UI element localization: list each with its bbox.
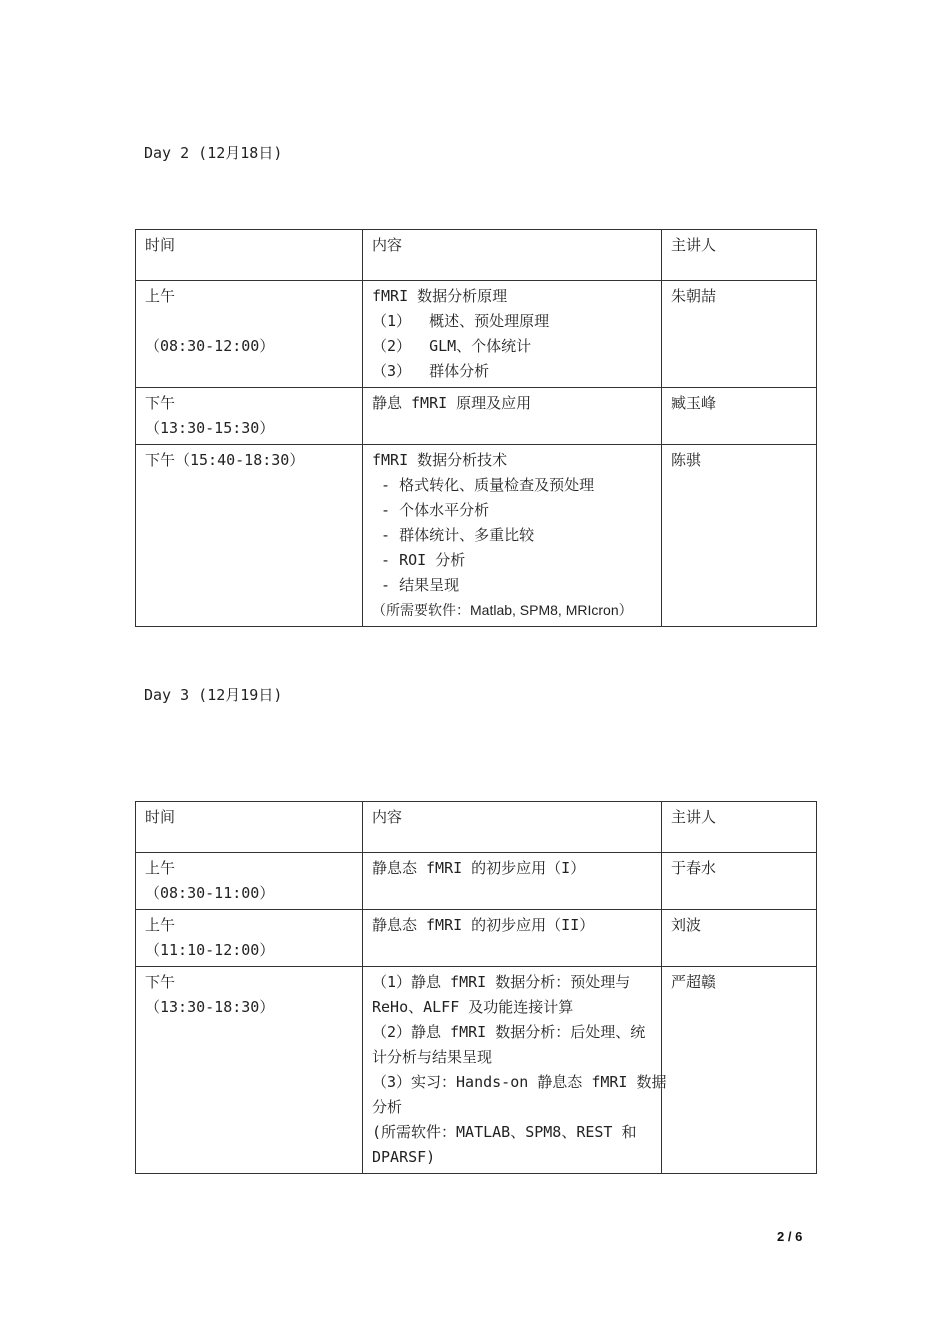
table-header-row: [136, 802, 817, 853]
header-speaker-label: 主讲人: [671, 236, 717, 254]
speaker-name: 臧玉峰: [671, 394, 717, 412]
content-line: fMRI 数据分析原理: [372, 287, 508, 305]
speaker-name: 陈骐: [671, 451, 702, 469]
content-line: - 格式转化、质量检查及预处理: [372, 476, 595, 494]
header-time: [136, 802, 363, 853]
content-cell: [363, 910, 662, 967]
header-time-label: 时间: [145, 236, 176, 254]
speaker-name: 于春水: [671, 859, 717, 877]
content-line: - 结果呈现: [372, 576, 460, 594]
table-row: [136, 853, 817, 910]
content-line: - 个体水平分析: [372, 501, 490, 519]
speaker-name: 朱朝喆: [671, 287, 717, 305]
time-line: （08:30-12:00）: [145, 337, 275, 355]
time-line: 下午: [145, 394, 176, 412]
time-line: [145, 309, 354, 334]
time-line: （11:10-12:00）: [145, 941, 275, 959]
content-cell: [363, 281, 662, 388]
content-line: ReHo、ALFF 及功能连接计算: [372, 998, 574, 1016]
page-number: 2 / 6: [777, 1229, 803, 1244]
time-line: 上午: [145, 287, 176, 305]
table-row: [136, 445, 817, 627]
header-content-label: 内容: [372, 236, 403, 254]
content-cell: [363, 388, 662, 445]
header-content-label: 内容: [372, 808, 403, 826]
content-cell: [363, 445, 662, 627]
content-line: DPARSF): [372, 1148, 436, 1166]
day2-heading: Day 2 (12月18日): [144, 144, 283, 162]
content-line: fMRI 数据分析技术: [372, 451, 508, 469]
speaker-cell: [662, 853, 817, 910]
header-speaker: [662, 230, 817, 281]
time-line: 上午: [145, 859, 176, 877]
speaker-name: 严超赣: [671, 973, 717, 991]
time-line: 上午: [145, 916, 176, 934]
content-line: （所需要软件：Matlab, SPM8, MRIcron）: [372, 602, 633, 618]
time-cell: [136, 445, 363, 627]
time-line: 下午（15:40-18:30）: [145, 451, 305, 469]
speaker-cell: [662, 281, 817, 388]
time-cell: [136, 388, 363, 445]
table-row: [136, 388, 817, 445]
content-line: 计分析与结果呈现: [372, 1048, 493, 1066]
content-line: 静息态 fMRI 的初步应用（I）: [372, 859, 586, 877]
content-line: 静息态 fMRI 的初步应用（II）: [372, 916, 595, 934]
content-line: (所需软件：MATLAB、SPM8、REST 和: [372, 1123, 637, 1141]
time-line: 下午: [145, 973, 176, 991]
content-line: - 群体统计、多重比较: [372, 526, 535, 544]
content-cell: [363, 853, 662, 910]
content-line: （1）静息 fMRI 数据分析：预处理与: [372, 973, 631, 991]
day3-heading: Day 3 (12月19日): [144, 686, 283, 704]
table-row: [136, 910, 817, 967]
content-line: （2）静息 fMRI 数据分析：后处理、统: [372, 1023, 646, 1041]
day3-schedule-table: [135, 801, 817, 1174]
table-row: [136, 281, 817, 388]
content-line: （3） 群体分析: [372, 362, 490, 380]
header-time: [136, 230, 363, 281]
table-row: [136, 967, 817, 1174]
header-speaker-label: 主讲人: [671, 808, 717, 826]
content-line: （1） 概述、预处理原理: [372, 312, 550, 330]
header-time-label: 时间: [145, 808, 176, 826]
content-line: - ROI 分析: [372, 551, 466, 569]
time-cell: [136, 967, 363, 1174]
speaker-name: 刘波: [671, 916, 702, 934]
header-content: [363, 230, 662, 281]
header-speaker: [662, 802, 817, 853]
header-content: [363, 802, 662, 853]
content-line: （3）实习：Hands-on 静息态 fMRI 数据: [372, 1073, 667, 1091]
day2-schedule-table: [135, 229, 817, 627]
speaker-cell: [662, 388, 817, 445]
speaker-cell: [662, 445, 817, 627]
speaker-cell: [662, 967, 817, 1174]
time-line: （08:30-11:00）: [145, 884, 275, 902]
content-cell: [363, 967, 667, 1174]
time-line: （13:30-15:30）: [145, 419, 275, 437]
content-line: 分析: [372, 1098, 403, 1116]
time-line: （13:30-18:30）: [145, 998, 275, 1016]
content-line: 静息 fMRI 原理及应用: [372, 394, 532, 412]
time-cell: [136, 910, 363, 967]
content-line: （2） GLM、个体统计: [372, 337, 532, 355]
speaker-cell: [662, 910, 817, 967]
time-cell: [136, 853, 363, 910]
table-header-row: [136, 230, 817, 281]
time-cell: [136, 281, 363, 388]
